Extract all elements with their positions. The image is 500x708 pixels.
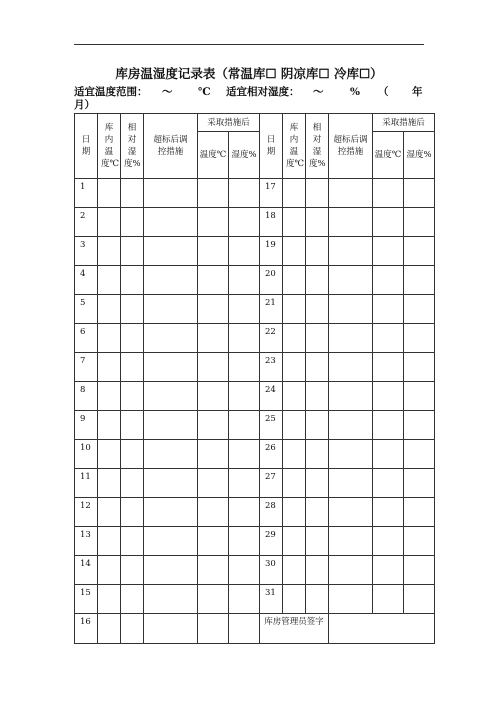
cell[interactable]	[198, 208, 229, 237]
cell[interactable]	[144, 295, 198, 324]
cell[interactable]	[98, 353, 121, 382]
day-row	[75, 324, 435, 353]
cell[interactable]	[121, 382, 144, 411]
cell[interactable]	[229, 324, 260, 353]
cell[interactable]	[404, 382, 435, 411]
temp-unit: ℃	[198, 86, 211, 98]
day-cell-left: 7	[75, 353, 98, 382]
humidity-tilde: ～	[313, 86, 324, 98]
cell[interactable]	[404, 498, 435, 527]
cell[interactable]	[329, 498, 373, 527]
day-row	[75, 556, 435, 585]
cell[interactable]	[144, 585, 198, 614]
cell[interactable]	[229, 179, 260, 208]
day-cell-right: 27	[260, 469, 283, 498]
cell[interactable]	[306, 382, 329, 411]
cell[interactable]	[98, 614, 121, 644]
day-cell-left: 12	[75, 498, 98, 527]
cell[interactable]	[98, 179, 121, 208]
cell[interactable]	[98, 295, 121, 324]
day-cell-left: 11	[75, 469, 98, 498]
form-title: 库房温湿度记录表（常温库☐ 阴凉库☐ 冷库☐）	[115, 66, 383, 81]
cell[interactable]	[283, 382, 306, 411]
cell[interactable]	[198, 556, 229, 585]
cell[interactable]	[98, 527, 121, 556]
humidity-percent: %	[350, 86, 360, 98]
cell[interactable]	[144, 208, 198, 237]
day-cell-right: 20	[260, 266, 283, 295]
cell[interactable]	[329, 353, 373, 382]
cell[interactable]	[329, 469, 373, 498]
cell[interactable]	[98, 469, 121, 498]
header-humidity-right: 相对湿度%	[306, 114, 329, 179]
day-row	[75, 208, 435, 237]
cell[interactable]	[306, 266, 329, 295]
day-cell-right: 25	[260, 411, 283, 440]
cell[interactable]	[404, 585, 435, 614]
cell[interactable]	[373, 179, 404, 208]
cell[interactable]	[283, 237, 306, 266]
cell[interactable]	[121, 208, 144, 237]
cell[interactable]	[121, 295, 144, 324]
cell[interactable]	[306, 498, 329, 527]
cell[interactable]	[404, 237, 435, 266]
cell[interactable]	[144, 353, 198, 382]
cell[interactable]	[306, 556, 329, 585]
cell[interactable]	[98, 324, 121, 353]
day-cell-right: 22	[260, 324, 283, 353]
cell[interactable]	[144, 527, 198, 556]
cell[interactable]	[404, 179, 435, 208]
cell[interactable]	[144, 440, 198, 469]
day-row	[75, 411, 435, 440]
cell[interactable]	[329, 440, 373, 469]
day-cell-left: 13	[75, 527, 98, 556]
day-cell-right: 28	[260, 498, 283, 527]
cell[interactable]	[198, 614, 229, 644]
month-label: 月）	[74, 99, 95, 111]
humidity-range-label: 适宜相对湿度：	[226, 86, 300, 98]
cell[interactable]	[283, 324, 306, 353]
cell[interactable]	[306, 295, 329, 324]
cell[interactable]	[373, 324, 404, 353]
cell[interactable]	[404, 556, 435, 585]
cell[interactable]	[373, 527, 404, 556]
cell[interactable]	[329, 237, 373, 266]
cell[interactable]	[306, 411, 329, 440]
cell[interactable]	[144, 382, 198, 411]
cell[interactable]	[306, 585, 329, 614]
cell[interactable]	[283, 527, 306, 556]
cell[interactable]	[98, 498, 121, 527]
header-date-right: 日期	[260, 114, 283, 179]
cell[interactable]	[373, 469, 404, 498]
cell[interactable]	[98, 237, 121, 266]
cell[interactable]	[121, 440, 144, 469]
day-cell-right: 30	[260, 556, 283, 585]
cell[interactable]	[144, 469, 198, 498]
day-cell-left: 3	[75, 237, 98, 266]
cell[interactable]	[283, 440, 306, 469]
day-cell-right: 18	[260, 208, 283, 237]
open-paren: （	[378, 86, 389, 98]
signature-field[interactable]	[329, 614, 435, 644]
cell[interactable]	[329, 585, 373, 614]
cell[interactable]	[329, 382, 373, 411]
header-temp-left: 库内温度℃	[98, 114, 121, 179]
day-cell-left: 5	[75, 295, 98, 324]
day-cell-right: 23	[260, 353, 283, 382]
cell[interactable]	[121, 266, 144, 295]
cell[interactable]	[198, 324, 229, 353]
day-row	[75, 295, 435, 324]
cell[interactable]	[373, 440, 404, 469]
cell[interactable]	[144, 324, 198, 353]
cell[interactable]	[98, 266, 121, 295]
day-row	[75, 266, 435, 295]
day-row	[75, 440, 435, 469]
cell[interactable]	[283, 353, 306, 382]
day-cell-left: 6	[75, 324, 98, 353]
cell[interactable]	[283, 556, 306, 585]
day-cell-right: 31	[260, 585, 283, 614]
temp-tilde: ～	[162, 86, 173, 98]
day-row	[75, 237, 435, 266]
day-cell-left: 9	[75, 411, 98, 440]
top-rule	[74, 44, 424, 45]
cell[interactable]	[144, 614, 198, 644]
cell[interactable]	[373, 353, 404, 382]
cell[interactable]	[373, 266, 404, 295]
day-row	[75, 585, 435, 614]
cell[interactable]	[198, 411, 229, 440]
day-cell-left: 4	[75, 266, 98, 295]
year-label: 年	[412, 86, 423, 98]
header-after-temp-left: 温度℃	[198, 132, 229, 179]
header-over-limit-right: 超标后调控措施	[329, 114, 373, 179]
day-cell-right: 26	[260, 440, 283, 469]
cell[interactable]	[98, 208, 121, 237]
cell[interactable]	[404, 295, 435, 324]
cell[interactable]	[121, 527, 144, 556]
cell[interactable]	[98, 556, 121, 585]
cell[interactable]	[229, 440, 260, 469]
cell[interactable]	[198, 498, 229, 527]
cell[interactable]	[306, 237, 329, 266]
temp-range-label: 适宜温度范围：	[74, 86, 148, 98]
cell[interactable]	[404, 469, 435, 498]
cell[interactable]	[98, 585, 121, 614]
cell[interactable]	[121, 353, 144, 382]
cell[interactable]	[283, 585, 306, 614]
cell[interactable]	[373, 295, 404, 324]
cell[interactable]	[144, 556, 198, 585]
cell[interactable]	[229, 556, 260, 585]
cell[interactable]	[229, 527, 260, 556]
cell[interactable]	[198, 440, 229, 469]
cell[interactable]	[198, 527, 229, 556]
cell[interactable]	[329, 266, 373, 295]
cell[interactable]	[198, 237, 229, 266]
cell[interactable]	[329, 324, 373, 353]
cell[interactable]	[121, 614, 144, 644]
cell[interactable]	[144, 498, 198, 527]
cell[interactable]	[283, 208, 306, 237]
cell[interactable]	[283, 179, 306, 208]
cell[interactable]	[404, 208, 435, 237]
cell[interactable]	[198, 469, 229, 498]
cell[interactable]	[404, 527, 435, 556]
cell[interactable]	[198, 266, 229, 295]
cell[interactable]	[306, 208, 329, 237]
cell[interactable]	[229, 469, 260, 498]
cell[interactable]	[144, 237, 198, 266]
cell[interactable]	[121, 237, 144, 266]
cell[interactable]	[229, 266, 260, 295]
cell[interactable]	[121, 324, 144, 353]
cell[interactable]	[121, 585, 144, 614]
cell[interactable]	[373, 411, 404, 440]
day-row	[75, 498, 435, 527]
cell[interactable]	[404, 440, 435, 469]
day-cell-left: 8	[75, 382, 98, 411]
cell[interactable]	[329, 411, 373, 440]
cell[interactable]	[283, 498, 306, 527]
cell[interactable]	[121, 179, 144, 208]
cell[interactable]	[283, 266, 306, 295]
cell[interactable]	[229, 614, 260, 644]
cell[interactable]	[144, 411, 198, 440]
day-cell-left: 10	[75, 440, 98, 469]
cell[interactable]	[144, 266, 198, 295]
day-row	[75, 469, 435, 498]
header-after-measures-right: 采取措施后	[373, 114, 435, 132]
day-cell-left: 1	[75, 179, 98, 208]
day-cell-left: 14	[75, 556, 98, 585]
record-table	[74, 113, 435, 644]
cell[interactable]	[198, 382, 229, 411]
cell[interactable]	[229, 295, 260, 324]
cell[interactable]	[121, 411, 144, 440]
cell[interactable]	[283, 411, 306, 440]
header-after-measures-left: 采取措施后	[198, 114, 260, 132]
cell[interactable]	[198, 179, 229, 208]
cell[interactable]	[229, 353, 260, 382]
cell[interactable]	[329, 208, 373, 237]
cell[interactable]	[404, 353, 435, 382]
cell[interactable]	[198, 295, 229, 324]
cell[interactable]	[306, 440, 329, 469]
cell[interactable]	[329, 179, 373, 208]
cell[interactable]	[229, 585, 260, 614]
cell[interactable]	[373, 208, 404, 237]
cell[interactable]	[329, 556, 373, 585]
cell[interactable]	[121, 469, 144, 498]
cell[interactable]	[306, 324, 329, 353]
day-cell-right: 19	[260, 237, 283, 266]
cell[interactable]	[229, 498, 260, 527]
cell[interactable]	[373, 382, 404, 411]
cell[interactable]	[306, 353, 329, 382]
cell[interactable]	[329, 527, 373, 556]
cell[interactable]	[98, 411, 121, 440]
day-cell-right: 17	[260, 179, 283, 208]
cell[interactable]	[404, 411, 435, 440]
header-temp-right: 库内温度℃	[283, 114, 306, 179]
cell[interactable]	[373, 556, 404, 585]
cell[interactable]	[404, 266, 435, 295]
header-after-humidity-right: 湿度%	[404, 132, 435, 179]
header-over-limit-left: 超标后调控措施	[144, 114, 198, 179]
cell[interactable]	[306, 179, 329, 208]
cell[interactable]	[404, 324, 435, 353]
signature-label: 库房管理员签字	[260, 614, 329, 644]
cell[interactable]	[121, 556, 144, 585]
cell[interactable]	[306, 527, 329, 556]
cell[interactable]	[98, 440, 121, 469]
header-after-humidity-left: 湿度%	[229, 132, 260, 179]
header-date-left: 日期	[75, 114, 98, 179]
cell[interactable]	[198, 353, 229, 382]
day-cell-right: 24	[260, 382, 283, 411]
day-cell-left: 2	[75, 208, 98, 237]
header-humidity-left: 相对湿度%	[121, 114, 144, 179]
cell[interactable]	[98, 382, 121, 411]
header-after-temp-right: 温度℃	[373, 132, 404, 179]
cell[interactable]	[229, 208, 260, 237]
cell[interactable]	[329, 295, 373, 324]
day-cell-left: 15	[75, 585, 98, 614]
cell[interactable]	[198, 585, 229, 614]
cell[interactable]	[283, 295, 306, 324]
cell[interactable]	[306, 469, 329, 498]
cell[interactable]	[373, 237, 404, 266]
day-row	[75, 382, 435, 411]
cell[interactable]	[229, 382, 260, 411]
day-cell-right: 29	[260, 527, 283, 556]
cell[interactable]	[229, 411, 260, 440]
day-row	[75, 179, 435, 208]
range-info	[74, 86, 426, 112]
cell[interactable]	[283, 469, 306, 498]
day-cell-left: 16	[75, 614, 98, 644]
cell[interactable]	[373, 585, 404, 614]
cell[interactable]	[229, 237, 260, 266]
day-cell-right: 21	[260, 295, 283, 324]
day-row	[75, 527, 435, 556]
day-row	[75, 353, 435, 382]
cell[interactable]	[121, 498, 144, 527]
cell[interactable]	[373, 498, 404, 527]
cell[interactable]	[144, 179, 198, 208]
